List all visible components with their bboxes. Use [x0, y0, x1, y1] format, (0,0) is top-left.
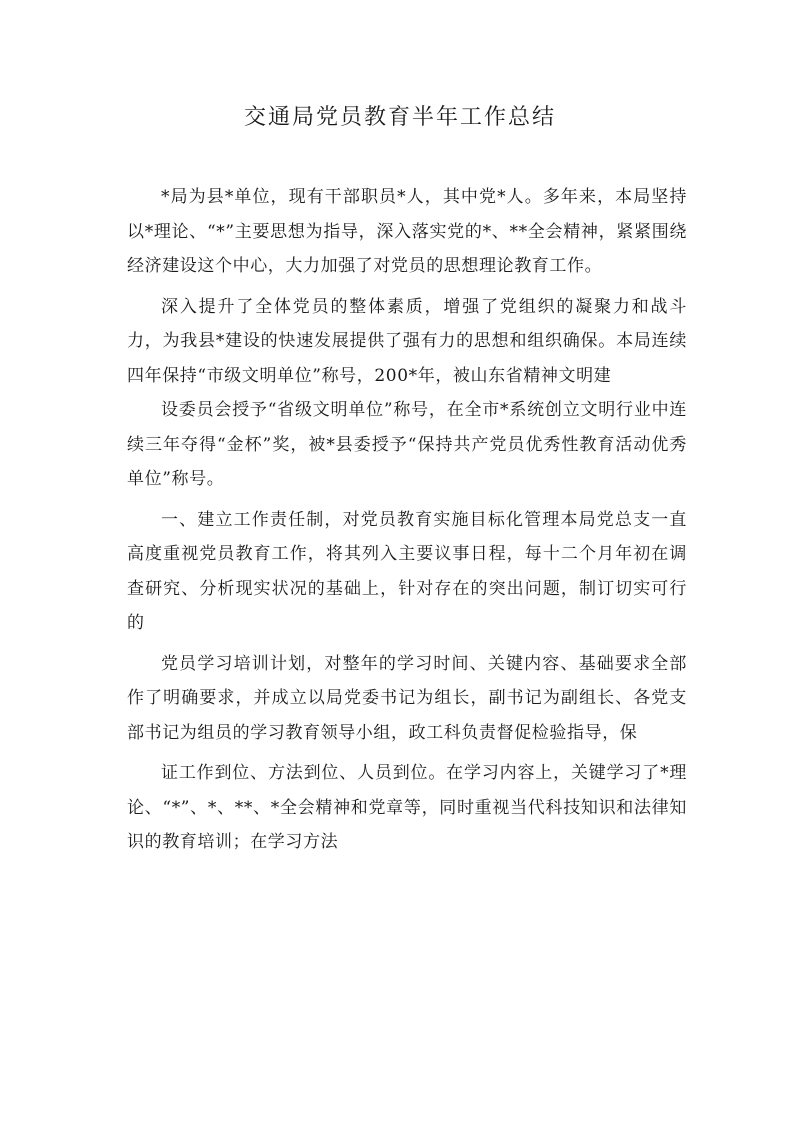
- paragraph-3: 设委员会授予“省级文明单位”称号，在全市*系统创立文明行业中连续三年夺得“金杯”奖，被*县委授予“保持共产党员优秀性教育活动优秀单位”称号。: [127, 400, 687, 489]
- paragraph-4: 一、建立工作责任制，对党员教育实施目标化管理本局党总支一直高度重视党员教育工作，将其列入主要议事日程，每十二个月年初在调查研究、分析现实状况的基础上，针对存在的突出问题，制订切实可行的: [127, 509, 687, 633]
- paragraph-6: 证工作到位、方法到位、人员到位。在学习内容上，关键学习了*理论、“*”、*、**、*全会精神和党章等，同时重视当代科技知识和法律知识的教育培训；在学习方法: [127, 763, 687, 852]
- paragraph-2: 深入提升了全体党员的整体素质，增强了党组织的凝聚力和战斗力，为我县*建设的快速发展提供了强有力的思想和组织确保。本局连续四年保持“市级文明单位”称号，200*年，被山东省精神文明建: [127, 296, 687, 386]
- document-body: [127, 180, 687, 860]
- paragraph-5: 党员学习培训计划，对整年的学习时间、关键内容、基础要求全部作了明确要求，并成立以局党委书记为组长，副书记为副组长、各党支部书记为组员的学习教育领导小组，政工科负责督促检验指导，保: [127, 653, 687, 743]
- paragraph-1: *局为县*单位，现有干部职员*人，其中党*人。多年来，本局坚持以*理论、“*”主要思想为指导，深入落实党的*、**全会精神，紧紧围绕经济建设这个中心，大力加强了对党员的思想理论教育工作。: [127, 187, 687, 276]
- document-title: 交通局党员教育半年工作总结: [243, 105, 556, 130]
